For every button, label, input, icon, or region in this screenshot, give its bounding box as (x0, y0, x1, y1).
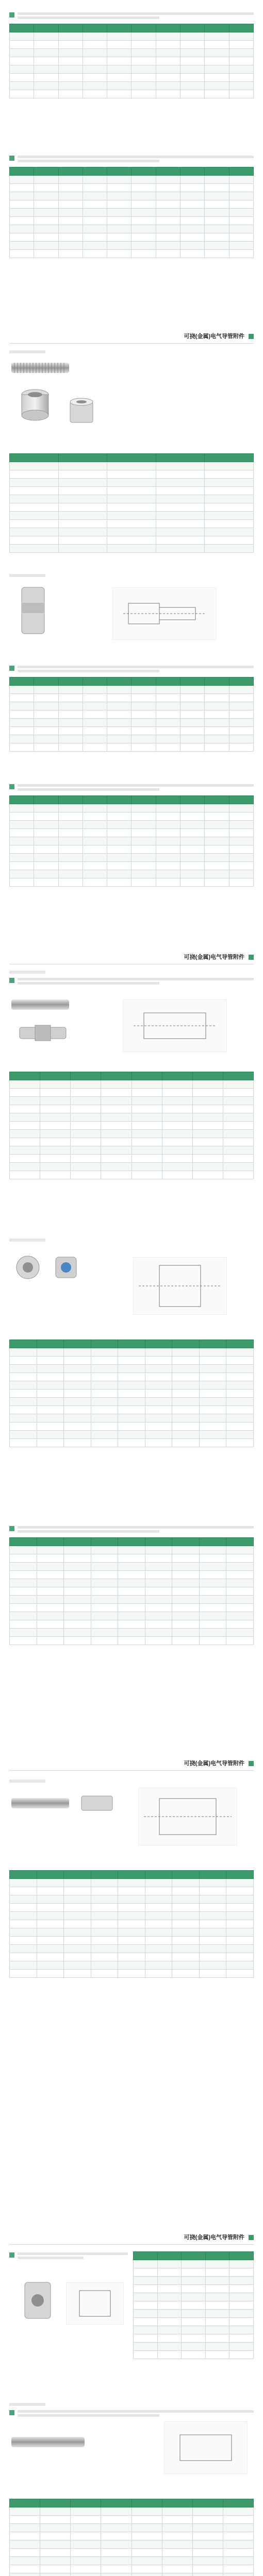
spec-note (9, 977, 254, 986)
note-marker-icon (9, 2410, 14, 2415)
section-header-4 (9, 2231, 254, 2245)
fitting-photo (12, 582, 54, 639)
spec-note (9, 11, 254, 21)
note-marker-icon (9, 1526, 14, 1531)
note-marker-icon (9, 12, 14, 18)
spec-note (9, 2409, 254, 2418)
product-images-5 (9, 1777, 254, 1860)
technical-drawing (123, 999, 227, 1052)
fitting-photo (14, 1020, 71, 1046)
spec-block-2 (9, 155, 254, 258)
spec-block-9 (9, 1870, 254, 1978)
section-title: 可挠(金属)电气导管附件 (184, 1760, 244, 1767)
sub-title (9, 350, 254, 353)
spec-table-5 (9, 795, 254, 887)
section-header-2 (9, 951, 254, 964)
section-title: 可挠(金属)电气导管附件 (184, 954, 244, 960)
spec-block-1 (9, 11, 254, 98)
note-text-placeholder (18, 977, 254, 986)
sub-title (9, 574, 254, 577)
note-marker-icon (9, 978, 14, 983)
spec-table-4 (9, 677, 254, 752)
product-images-2 (9, 572, 254, 649)
section-title: 可挠(金属)电气导管附件 (184, 333, 244, 340)
spec-table-9 (9, 1870, 254, 1978)
product-images-3 (9, 969, 254, 1061)
spec-table-7 (9, 1340, 254, 1447)
spec-block-7 (9, 1340, 254, 1447)
section-deco-icon (249, 1761, 254, 1766)
spec-table-10 (133, 2251, 254, 2359)
spec-note (9, 783, 254, 792)
note-text-placeholder (18, 2409, 254, 2418)
note-text-placeholder (18, 11, 254, 21)
spec-block-5 (9, 783, 254, 887)
spec-block-10 (133, 2251, 254, 2359)
note-marker-icon (9, 156, 14, 161)
fitting-photo (14, 2277, 61, 2324)
section-header-3 (9, 1757, 254, 1771)
technical-drawing (133, 1257, 227, 1315)
sub-title (9, 1239, 254, 1242)
flexible-conduit-photo (9, 2432, 87, 2452)
note-text-placeholder (18, 2251, 128, 2261)
fitting-photo (51, 1252, 81, 1283)
spec-note (9, 2251, 128, 2261)
note-text-placeholder (18, 665, 254, 674)
spec-block-4 (9, 665, 254, 752)
technical-drawing (112, 587, 217, 640)
product-images-7 (9, 2401, 254, 2488)
spec-block-11 (9, 2499, 254, 2576)
product-images-6 (9, 2251, 128, 2370)
fitting-photo (76, 1788, 118, 1819)
spec-table-1 (9, 24, 254, 98)
section-deco-icon (249, 334, 254, 339)
spec-note (9, 665, 254, 674)
connector-fitting-photo (66, 395, 97, 431)
technical-drawing (164, 2421, 248, 2474)
note-marker-icon (9, 2252, 14, 2258)
section-deco-icon (249, 955, 254, 960)
section-deco-icon (249, 2235, 254, 2240)
spec-note (9, 1525, 254, 1534)
note-text-placeholder (18, 1525, 254, 1534)
fitting-photo (12, 1252, 43, 1283)
section-header-1 (9, 330, 254, 344)
sub-title (9, 971, 254, 974)
spec-table-8 (9, 1537, 254, 1645)
connector-fitting-photo (14, 384, 56, 431)
spec-table-2 (9, 167, 254, 258)
spec-table-6 (9, 1072, 254, 1179)
sub-title (9, 2403, 254, 2406)
sub-title (9, 1780, 254, 1783)
spec-block-8 (9, 1525, 254, 1645)
note-marker-icon (9, 666, 14, 671)
product-images-1 (9, 348, 254, 441)
flexible-conduit-photo (9, 358, 71, 378)
technical-drawing (138, 1788, 237, 1845)
product-images-4 (9, 1236, 254, 1329)
flexible-conduit-photo (9, 994, 71, 1015)
spec-table-3 (9, 453, 254, 553)
note-text-placeholder (18, 783, 254, 792)
spec-table-11 (9, 2499, 254, 2576)
spec-block-3 (9, 453, 254, 553)
flexible-conduit-photo (9, 1793, 71, 1814)
technical-drawing (66, 2282, 124, 2325)
section-title: 可挠(金属)电气导管附件 (184, 2234, 244, 2241)
spec-block-6 (9, 1072, 254, 1179)
note-marker-icon (9, 784, 14, 789)
spec-note (9, 155, 254, 164)
note-text-placeholder (18, 155, 254, 164)
